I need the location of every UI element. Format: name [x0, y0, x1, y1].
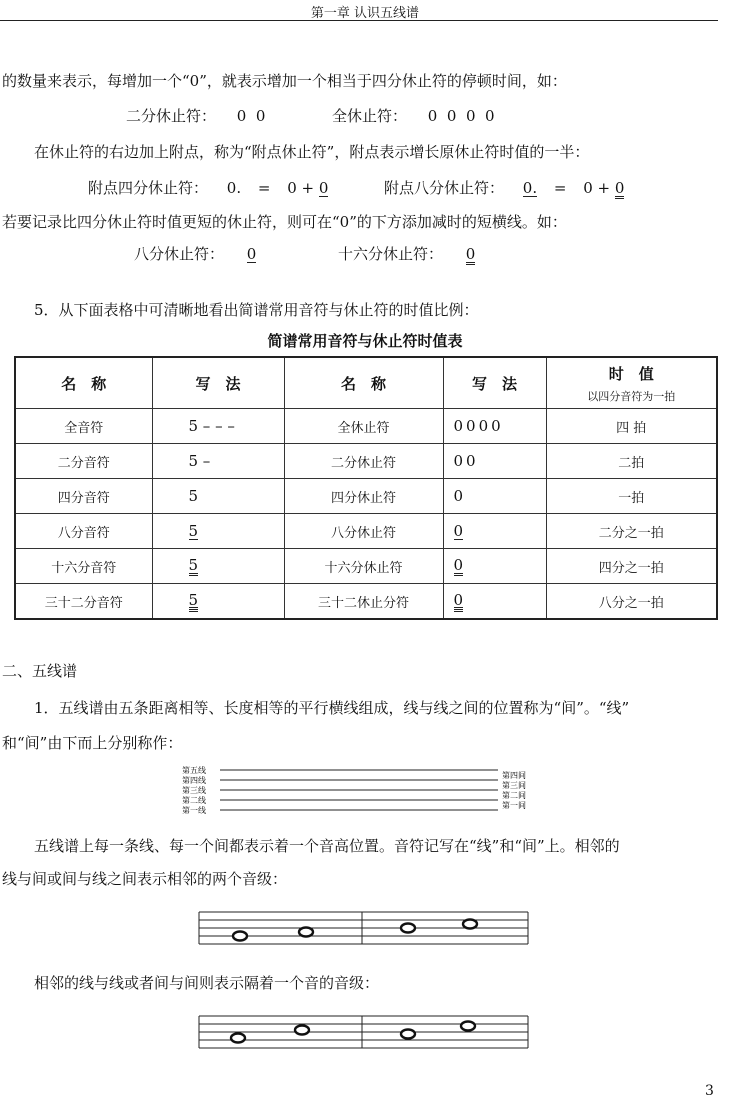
- dotted-eighth-rhs-a: 0 +: [583, 179, 611, 197]
- note-name-cell: 二分音符: [15, 444, 152, 479]
- staff-line-label: 第三线: [182, 786, 206, 795]
- dotted-eighth-lhs: 0.: [522, 179, 538, 197]
- rest-written-cell: 0000: [443, 409, 546, 444]
- dotted-quarter-rhs-b: 0: [318, 179, 329, 197]
- item-1-text-line-b: 和“间”由下而上分别称作：: [2, 734, 183, 752]
- staff-lines-diagram: [180, 763, 540, 817]
- paragraph-short-rests: 若要记录比四分休止符时值更短的休止符，则可在“0”的下方添加减时的短横线。如：: [2, 213, 567, 231]
- dotted-eighth-rhs-b: 0: [614, 179, 625, 197]
- duration-cell: 二拍: [546, 444, 717, 479]
- dotted-quarter-lhs: 0.: [226, 179, 242, 197]
- note-written-cell: [152, 514, 284, 549]
- whole-note: [463, 920, 477, 929]
- note-written-cell: 5 –: [152, 444, 284, 479]
- item-1-text-line-a: 1．五线谱由五条距离相等、长度相等的平行横线组成，线与线之间的位置称为“间”。“线”: [34, 699, 630, 717]
- whole-rest-label: 全休止符：: [332, 107, 408, 125]
- eighth-rest-example: [134, 244, 256, 264]
- dotted-quarter-eq: =: [257, 179, 271, 197]
- whole-note: [233, 932, 247, 941]
- page-number: 3: [705, 1083, 714, 1099]
- staff-line-label: 第四线: [182, 776, 206, 785]
- header-rest-name: 名 称: [284, 357, 443, 409]
- rest-written-cell: [443, 584, 546, 620]
- header-rest-writing: 写 法: [443, 357, 546, 409]
- note-written-cell: 5 – – –: [152, 409, 284, 444]
- sixteenth-rest-value: 0: [465, 245, 476, 263]
- table-header-row: [15, 357, 717, 409]
- staff-space-label: 第一间: [502, 801, 526, 810]
- duration-cell: 一拍: [546, 479, 717, 514]
- dotted-quarter-label: 附点四分休止符：: [88, 179, 209, 197]
- rest-name-cell: 全休止符: [284, 409, 443, 444]
- table-row: [15, 549, 717, 584]
- staff-example-adjacent: [198, 909, 530, 947]
- rest-name-cell: 二分休止符: [284, 444, 443, 479]
- staff-line-label: 第五线: [182, 766, 206, 775]
- sixteenth-rest-label: 十六分休止符：: [338, 245, 444, 263]
- rest-name-cell: 三十二休止分符: [284, 584, 443, 620]
- item-5-text: 5．从下面表格中可清晰地看出简谱常用音符与休止符的时值比例：: [34, 301, 479, 319]
- rest-name-cell: 十六分休止符: [284, 549, 443, 584]
- dotted-eighth-eq: =: [553, 179, 567, 197]
- staff-lines: [199, 1016, 528, 1048]
- whole-note: [401, 924, 415, 933]
- note-name-cell: 十六分音符: [15, 549, 152, 584]
- note-name-cell: 八分音符: [15, 514, 152, 549]
- table-title: 简谱常用音符与休止符时值表: [267, 332, 463, 350]
- dotted-quarter-rest-example: [88, 178, 328, 198]
- whole-rest-example: [332, 106, 495, 126]
- half-rest-example: [126, 106, 265, 126]
- header-duration-label: 时 值: [608, 364, 654, 383]
- header-rule: [0, 20, 718, 21]
- table-row: [15, 479, 717, 514]
- dotted-eighth-label: 附点八分休止符：: [384, 179, 505, 197]
- note-name-cell: 四分音符: [15, 479, 152, 514]
- note-written-cell: 5: [152, 479, 284, 514]
- rest-written-cell: [443, 514, 546, 549]
- paragraph-rest-count: 的数量来表示，每增加一个“0”，就表示增加一个相当于四分休止符的停顿时间，如：: [2, 72, 567, 90]
- dotted-eighth-rest-example: [384, 178, 624, 199]
- paragraph-dotted-rest: 在休止符的右边加上附点，称为“附点休止符”，附点表示增长原休止符时值的一半：: [34, 143, 590, 161]
- sixteenth-rest-example: [338, 244, 475, 265]
- whole-note: [295, 1026, 309, 1035]
- whole-note: [231, 1034, 245, 1043]
- table-row: [15, 514, 717, 549]
- paragraph-pitch-a: 五线谱上每一条线、每一个间都表示着一个音高位置。音符记写在“线”和“间”上。相邻的: [34, 837, 620, 855]
- table-row: [15, 409, 717, 444]
- whole-note: [401, 1030, 415, 1039]
- staff-space-label: 第四间: [502, 771, 526, 780]
- staff-space-label: 第三间: [502, 781, 526, 790]
- note-name-cell: 全音符: [15, 409, 152, 444]
- rest-written-cell: 0: [443, 479, 546, 514]
- duration-cell: 四分之一拍: [546, 549, 717, 584]
- duration-table: [14, 356, 718, 620]
- header-note-writing: 写 法: [152, 357, 284, 409]
- table-row: [15, 444, 717, 479]
- note-written-cell: [152, 584, 284, 620]
- half-rest-value: 0 0: [236, 107, 266, 125]
- paragraph-skip-step: 相邻的线与线或者间与间则表示隔着一个音的音级：: [34, 974, 380, 992]
- page-header-title: 第一章 认识五线谱: [310, 6, 420, 21]
- paragraph-pitch-b: 线与间或间与线之间表示相邻的两个音级：: [2, 870, 288, 888]
- note-written-value: 5: [188, 556, 199, 574]
- dotted-quarter-rhs-a: 0 +: [287, 179, 315, 197]
- note-written-value: 5: [189, 593, 199, 612]
- note-written-cell: [152, 549, 284, 584]
- rest-written-cell: 00: [443, 444, 546, 479]
- rest-name-cell: 八分休止符: [284, 514, 443, 549]
- duration-cell: 二分之一拍: [546, 514, 717, 549]
- header-duration-sub: 以四分音符为一拍: [587, 389, 676, 403]
- whole-rest-value: 0 0 0 0: [427, 107, 495, 125]
- staff-space-label: 第二间: [502, 791, 526, 800]
- duration-cell: 八分之一拍: [546, 584, 717, 620]
- eighth-rest-value: 0: [246, 245, 257, 263]
- whole-note: [461, 1022, 475, 1031]
- staff-line-label: 第一线: [182, 806, 206, 815]
- note-written-value: 5: [188, 522, 199, 540]
- rest-written-value: 0: [454, 593, 464, 612]
- rest-written-value: 0: [453, 522, 464, 540]
- duration-cell: 四 拍: [546, 409, 717, 444]
- staff-lines: [220, 770, 498, 810]
- whole-note: [299, 928, 313, 937]
- rest-written-value: 0: [453, 556, 464, 574]
- note-name-cell: 三十二分音符: [15, 584, 152, 620]
- rest-written-cell: [443, 549, 546, 584]
- staff-example-skip: [198, 1013, 530, 1051]
- staff-lines: [199, 912, 528, 944]
- section-title-staff: 二、五线谱: [2, 662, 78, 680]
- half-rest-label: 二分休止符：: [126, 107, 217, 125]
- rest-name-cell: 四分休止符: [284, 479, 443, 514]
- eighth-rest-label: 八分休止符：: [134, 245, 225, 263]
- table-row: [15, 584, 717, 620]
- header-note-name: 名 称: [15, 357, 152, 409]
- staff-line-label: 第二线: [182, 796, 206, 805]
- header-duration: [546, 357, 717, 409]
